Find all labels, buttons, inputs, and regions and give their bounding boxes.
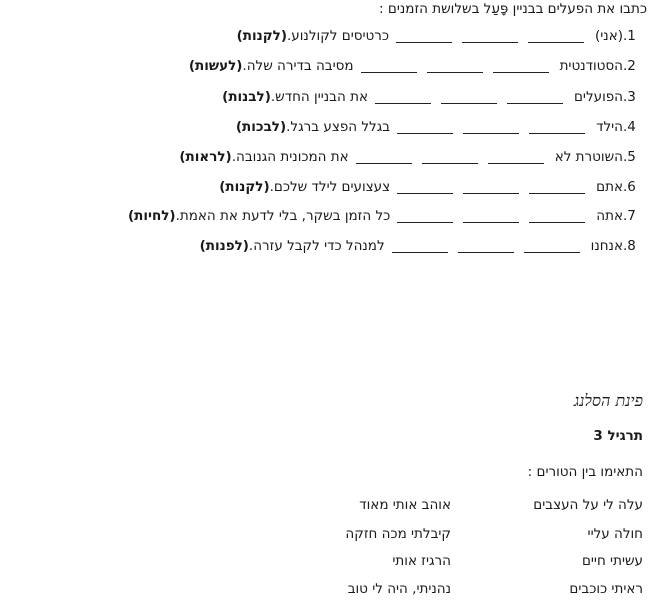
answer-blank[interactable] xyxy=(441,102,497,104)
answer-blank[interactable] xyxy=(462,41,518,43)
line-number: .1 xyxy=(623,28,636,44)
answer-blank[interactable] xyxy=(529,221,585,223)
answer-blank[interactable] xyxy=(397,132,453,134)
line-text: כל הזמן בשקר, בלי לדעת את האמת. xyxy=(175,208,391,224)
line-subject: השוטרת לא xyxy=(554,149,623,165)
exercise-line-5 xyxy=(179,147,643,167)
line-verb: (לבכות) xyxy=(235,119,287,135)
line-number: .8 xyxy=(623,238,636,254)
line-subject: הפועלים xyxy=(573,89,623,105)
line-number: .7 xyxy=(623,208,636,224)
match-instruction: התאימו בין הטורים : xyxy=(527,464,643,480)
answer-blank[interactable] xyxy=(463,221,519,223)
line-number: .5 xyxy=(623,149,636,165)
answer-blank[interactable] xyxy=(529,192,585,194)
answer-blank[interactable] xyxy=(397,192,453,194)
answer-blank[interactable] xyxy=(528,41,584,43)
line-number: .4 xyxy=(623,119,636,135)
exercise-line-3 xyxy=(222,87,643,107)
answer-blank[interactable] xyxy=(524,251,580,253)
line-text: מסיבה בדירה שלה. xyxy=(242,58,354,74)
match-right-item: ראיתי כוכבים xyxy=(569,581,643,597)
answer-blank[interactable] xyxy=(392,251,448,253)
line-subject: אתם xyxy=(596,179,623,195)
match-left-item: נהניתי, היה לי טוב xyxy=(347,581,451,597)
match-left-item: אוהב אותי מאוד xyxy=(359,497,451,513)
exercise-line-4 xyxy=(236,117,643,137)
answer-blank[interactable] xyxy=(458,251,514,253)
match-left-item: קיבלתי מכה חזקה xyxy=(345,526,451,542)
match-right-item: עלה לי על העצבים xyxy=(533,497,643,513)
line-verb: (לעשות) xyxy=(188,58,243,74)
section-title: פינת הסלנג xyxy=(573,391,643,410)
line-verb: (לקנות) xyxy=(219,179,270,195)
answer-blank[interactable] xyxy=(375,102,431,104)
line-verb: (לראות) xyxy=(179,149,232,165)
answer-blank[interactable] xyxy=(427,71,483,73)
exercise-line-2 xyxy=(189,56,643,76)
line-verb: (לחיות) xyxy=(127,208,176,224)
answer-blank[interactable] xyxy=(493,71,549,73)
line-number: .6 xyxy=(623,179,636,195)
line-text: למנהל כדי לקבל עזרה. xyxy=(248,238,385,254)
exercise-line-8 xyxy=(200,236,643,256)
answer-blank[interactable] xyxy=(396,41,452,43)
exercise-line-1 xyxy=(237,26,643,46)
answer-blank[interactable] xyxy=(356,162,412,164)
exercise-line-7 xyxy=(128,206,643,226)
exercise-line-6 xyxy=(219,177,643,197)
match-right-item: חולה עליי xyxy=(587,526,643,542)
answer-blank[interactable] xyxy=(507,102,563,104)
line-number: .2 xyxy=(623,58,636,74)
line-subject: הילד xyxy=(596,119,623,135)
line-number: .3 xyxy=(623,89,636,105)
answer-blank[interactable] xyxy=(361,71,417,73)
line-subject: (אני) xyxy=(595,28,623,44)
answer-blank[interactable] xyxy=(488,162,544,164)
exercise-label: תרגיל 3 xyxy=(593,428,643,444)
instruction-text: כתבו את הפעלים בבניין פָּעַל בשלושת הזמנים : xyxy=(379,1,647,17)
line-verb: (לקנות) xyxy=(236,28,288,44)
line-text: את הבניין החדש. xyxy=(270,89,368,105)
match-right-item: עשיתי חיים xyxy=(581,553,643,569)
line-subject: אתה xyxy=(596,208,623,224)
answer-blank[interactable] xyxy=(463,132,519,134)
line-verb: (לבנות) xyxy=(222,89,271,105)
line-text: כרטיסים לקולנוע. xyxy=(287,28,390,44)
line-subject: הסטודנטית xyxy=(559,58,623,74)
answer-blank[interactable] xyxy=(529,132,585,134)
line-text: צעצועים לילד שלכם. xyxy=(269,179,391,195)
line-verb: (לפנות) xyxy=(199,238,249,254)
line-text: בגלל הפצע ברגל. xyxy=(286,119,391,135)
answer-blank[interactable] xyxy=(463,192,519,194)
match-left-item: הרגיז אותי xyxy=(392,553,451,569)
answer-blank[interactable] xyxy=(422,162,478,164)
line-text: את המכונית הגנובה. xyxy=(231,149,349,165)
answer-blank[interactable] xyxy=(397,221,453,223)
line-subject: אנחנו xyxy=(590,238,623,254)
